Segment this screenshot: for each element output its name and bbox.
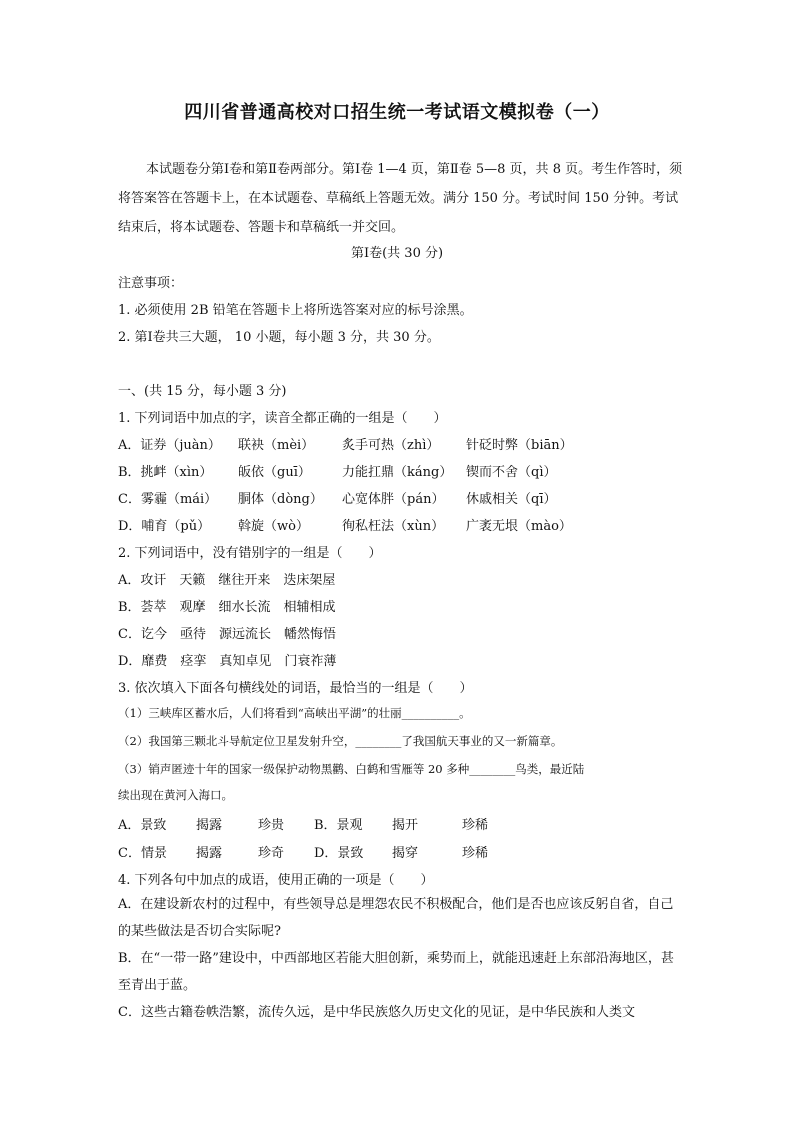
q1-b-word1: B．挑衅（xìn）	[118, 465, 213, 480]
q1-c-word3: 心宽体胖（pán）	[342, 492, 445, 507]
q1-a-word1: A．证券（juàn）	[118, 438, 221, 453]
q2-option-d: D．靡费 痉挛 真知卓见 门衰祚薄	[118, 654, 337, 669]
q4-option-c: C．这些古籍卷帙浩繁，流传久远，是中华民族悠久历史文化的见证，是中华民族和人类文	[118, 1005, 635, 1020]
q1-option-a	[118, 434, 573, 453]
q1-d-word2: 斡旋（wò）	[238, 519, 309, 534]
q1-b-word3: 力能扛鼎（káng）	[342, 465, 453, 480]
q3-sentence-3-cont: 续出现在黄河入海口。	[118, 788, 233, 802]
q1-option-d	[118, 515, 572, 534]
q1-c-word4: 休戚相关（qī）	[466, 492, 557, 507]
q1-a-word4: 针砭时弊（biān）	[466, 438, 573, 453]
q3-d-word1: D．景致	[314, 846, 364, 861]
q3-b-word2: 揭开	[392, 818, 419, 833]
q1-option-b	[118, 461, 556, 480]
q1-d-word4: 广袤无垠（mào）	[466, 519, 572, 534]
q3-c-word2: 揭露	[196, 846, 223, 861]
q3-d-word3: 珍稀	[462, 846, 489, 861]
q1-stem: 1. 下列词语中加点的字，读音全都正确的一组是（ ）	[118, 411, 447, 426]
q3-options-cd	[118, 842, 488, 861]
note-2: 2. 第Ⅰ卷共三大题， 10 小题，每小题 3 分，共 30 分。	[118, 330, 440, 345]
q3-sentence-2: （2）我国第三颗北斗导航定位卫星发射升空，________了我国航天事业的又一新篇章。	[118, 734, 563, 748]
note-1: 1. 必须使用 2B 铅笔在答题卡上将所选答案对应的标号涂黑。	[118, 303, 473, 318]
q3-stem: 3. 依次填入下面各句横线处的词语，最恰当的一组是（ ）	[118, 681, 473, 696]
q1-b-word4: 锲而不舍（qì）	[466, 465, 557, 480]
q2-option-b: B．荟萃 观摩 细水长流 相辅相成	[118, 600, 336, 615]
q3-sentence-3: （3）销声匿迹十年的国家一级保护动物黑鹳、白鹤和雪雁等 20 多种________鸟类，最近陆	[118, 762, 585, 776]
q3-sentence-1: （1）三峡库区蓄水后，人们将看到“高峡出平湖”的壮丽__________。	[118, 706, 471, 720]
q3-b-word1: B．景观	[314, 818, 363, 833]
q1-d-word3: 徇私枉法（xùn）	[342, 519, 445, 534]
q1-a-word3: 炙手可热（zhì）	[342, 438, 440, 453]
q3-d-word2: 揭穿	[392, 846, 419, 861]
q4-stem: 4. 下列各句中加点的成语，使用正确的一项是（ ）	[118, 873, 434, 888]
notes-title: 注意事项：	[118, 276, 184, 291]
q1-d-word1: D．哺育（pǔ）	[118, 519, 211, 534]
intro-text: 本试题卷分第Ⅰ卷和第Ⅱ卷两部分。第Ⅰ卷 1—4 页，第Ⅱ卷 5—8 页，共 8 页。考生作答时，须将答案答在答题卡上，在本试题卷、草稿纸上答题无效。满分 150 分。考试时间 150 分钟。考试结束后，将本试题卷、答题卡和草稿纸一并交回。	[118, 162, 683, 235]
q3-b-word3: 珍稀	[462, 818, 489, 833]
q3-a-word1: A．景致	[118, 818, 167, 833]
q1-b-word2: 皈依（guī）	[238, 465, 311, 480]
q2-stem: 2. 下列词语中，没有错别字的一组是（ ）	[118, 546, 382, 561]
q3-a-word3: 珍贵	[258, 818, 285, 833]
q2-option-c: C．讫今 亟待 源远流长 幡然悔悟	[118, 627, 336, 642]
q3-c-word1: C．情景	[118, 846, 167, 861]
section-heading: 一、(共 15 分，每小题 3 分)	[118, 384, 287, 399]
q1-option-c	[118, 488, 556, 507]
q4-option-a: A．在建设新农村的过程中，有些领导总是埋怨农民不积极配合，他们是否也应该反躬自省，自己的某些做法是否切合实际呢?	[118, 897, 674, 939]
q3-a-word2: 揭露	[196, 818, 223, 833]
q1-c-word2: 胴体（dòng）	[238, 492, 323, 507]
intro-paragraph	[118, 155, 683, 242]
part1-heading: 第Ⅰ卷(共 30 分)	[350, 246, 444, 261]
q1-c-word1: C．雾霾（mái）	[118, 492, 218, 507]
q3-c-word3: 珍奇	[258, 846, 285, 861]
page-title: 四川省普通高校对口招生统一考试语文模拟卷（一）	[184, 102, 610, 123]
q2-option-a: A．攻讦 天籁 继往开来 迭床架屋	[118, 573, 336, 588]
q4-option-b: B．在“一带一路”建设中，中西部地区若能大胆创新，乘势而上，就能迅速赶上东部沿海地区，甚至青出于蓝。	[118, 951, 674, 993]
q1-a-word2: 联袂（mèi）	[238, 438, 315, 453]
q3-options-ab	[118, 814, 488, 833]
